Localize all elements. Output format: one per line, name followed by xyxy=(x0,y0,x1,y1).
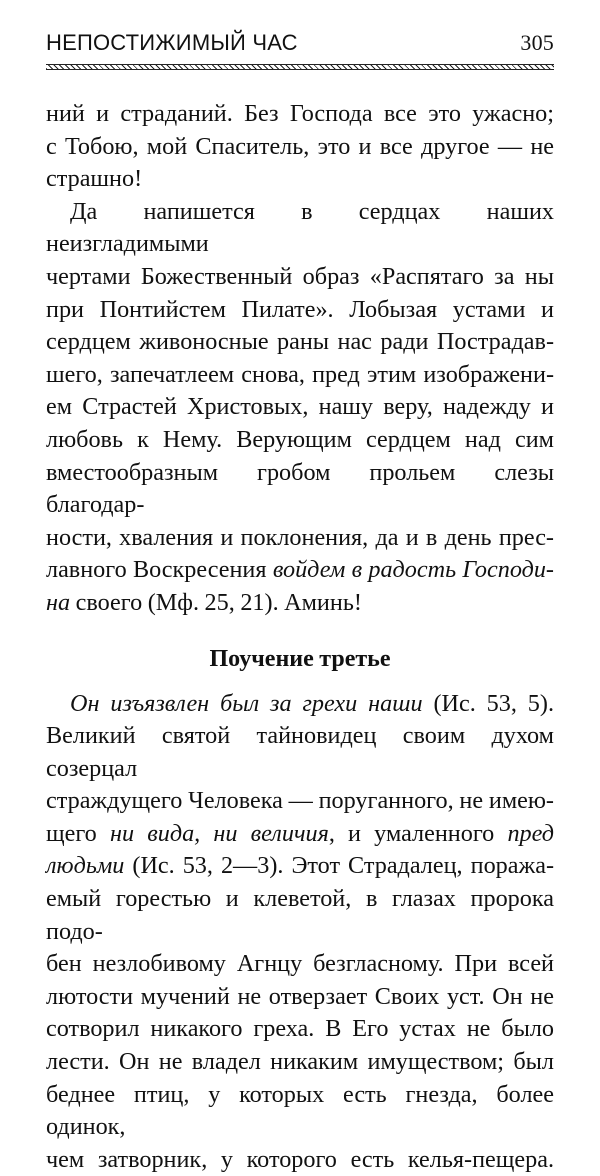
text-line: страшно! xyxy=(46,163,554,196)
text-line: любовь к Нему. Верующим сердцем над сим xyxy=(46,424,554,457)
chapter-title: НЕПОСТИЖИМЫЙ ЧАС xyxy=(46,32,298,54)
italic-quote: пред xyxy=(507,820,554,847)
text-run: своего (Мф. 25, 21). Аминь! xyxy=(70,589,362,616)
italic-quote: войдем в радость Господи- xyxy=(273,556,554,583)
text-line: ний и страданий. Без Господа все это ужасно; xyxy=(46,98,554,131)
text-line: беднее птиц, у которых есть гнезда, более одинок, xyxy=(46,1079,554,1144)
text-line xyxy=(46,818,554,851)
italic-quote: ни вида, ни величия xyxy=(110,820,329,847)
running-header xyxy=(46,20,554,54)
text-line: ности, хваления и поклонения, да и в день прес- xyxy=(46,522,554,555)
text-line: лести. Он не владел никаким имуществом; был xyxy=(46,1046,554,1079)
text-line: с Тобою, мой Спаситель, это и все другое — не xyxy=(46,131,554,164)
text-run: (Ис. 53, 2—3). Этот Страдалец, поража- xyxy=(124,852,554,879)
paragraph-1 xyxy=(46,98,554,196)
text-run: , и умаленного xyxy=(329,820,508,847)
italic-quote: на xyxy=(46,589,70,616)
body-text xyxy=(46,98,554,1176)
text-line xyxy=(46,688,554,721)
text-line: ем Страстей Христовых, нашу веру, надежду и xyxy=(46,391,554,424)
text-line xyxy=(46,587,554,620)
text-line: емый горестью и клеветой, в глазах пророка подо- xyxy=(46,883,554,948)
paragraph-3 xyxy=(46,688,554,1176)
header-ornamental-rule xyxy=(46,64,554,70)
text-line: бен незлобивому Агнцу безгласному. При всей xyxy=(46,948,554,981)
text-line: чертами Божественный образ «Распятаго за ны xyxy=(46,261,554,294)
text-line: чем затворник, у которого есть келья-пещера. xyxy=(46,1144,554,1176)
text-line: страждущего Человека — поруганного, не имею- xyxy=(46,785,554,818)
text-line: сердцем живоносные раны нас ради Пострадав- xyxy=(46,326,554,359)
text-run: (Ис. 53, 5). xyxy=(423,690,554,717)
text-line xyxy=(46,850,554,883)
text-run: щего xyxy=(46,820,110,847)
text-line: при Понтийстем Пилате». Лобызая устами и xyxy=(46,294,554,327)
section-heading: Поучение третье xyxy=(46,644,554,674)
book-page xyxy=(46,20,554,1176)
text-run: лавного Воскресения xyxy=(46,556,273,583)
text-line: лютости мучений не отверзает Своих уст. Он не xyxy=(46,981,554,1014)
text-line: сотворил никакого греха. В Его устах не было xyxy=(46,1013,554,1046)
text-line: вместообразным гробом прольем слезы благодар- xyxy=(46,457,554,522)
text-line: шего, запечатлеем снова, пред этим изображени- xyxy=(46,359,554,392)
italic-quote: людьми xyxy=(46,852,124,879)
text-line xyxy=(46,554,554,587)
text-line: Да напишется в сердцах наших неизгладимыми xyxy=(46,196,554,261)
paragraph-2 xyxy=(46,196,554,620)
text-line: Великий святой тайновидец своим духом созерцал xyxy=(46,720,554,785)
page-number: 305 xyxy=(520,32,554,54)
italic-quote: Он изъязвлен был за грехи наши xyxy=(70,690,423,717)
